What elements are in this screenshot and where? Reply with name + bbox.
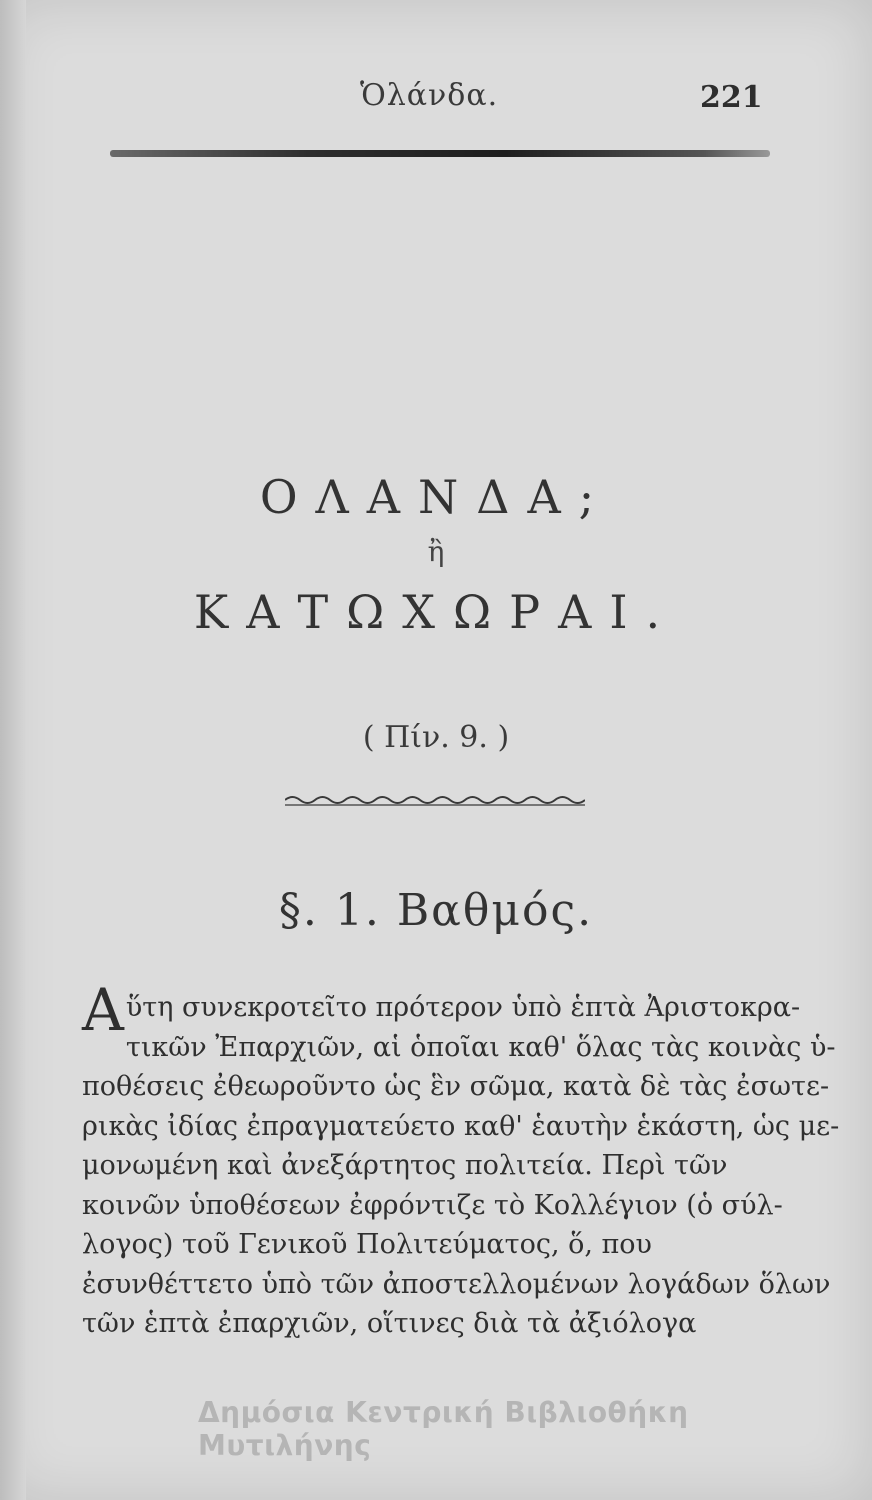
text-line: ρικὰς ἰδίας ἐπραγματεύετο καθ' ἑαυτὴν ἑκάστη, ὡς με- xyxy=(82,1110,840,1142)
page-number: 221 xyxy=(700,80,763,115)
text-line: τικῶν Ἐπαρχιῶν, αἱ ὁποῖαι καθ' ὅλας τὰς κοινὰς ὑ- xyxy=(125,1031,836,1063)
header-rule xyxy=(110,150,770,157)
table-reference: ( Πίν. 9. ) xyxy=(362,720,510,755)
running-head: Ὁλάνδα. xyxy=(360,78,499,113)
title-line-2: ΚΑΤΩΧΩΡΑΙ. xyxy=(193,585,679,639)
title-conjunction: ἢ xyxy=(427,535,445,568)
text-line: τῶν ἑπτὰ ἐπαρχιῶν, οἵτινες διὰ τὰ ἀξιόλογα xyxy=(82,1308,697,1339)
body-paragraph xyxy=(82,976,840,1344)
text-line: λογος) τοῦ Γενικοῦ Πολιτεύματος, ὅ, που xyxy=(82,1229,652,1260)
section-heading: §. 1. Βαθμός. xyxy=(278,885,594,936)
text-line: ποθέσεις ἐθεωροῦντο ὡς ἓν σῶμα, κατὰ δὲ τὰς ἐσωτε- xyxy=(82,1071,830,1102)
ornamental-rule xyxy=(285,793,585,807)
text-line: ἐσυνθέττετο ὑπὸ τῶν ἀποστελλομένων λογάδων ὅλων xyxy=(82,1268,831,1300)
text-line: μονωμένη καὶ ἀνεξάρτητος πολιτεία. Περὶ τῶν xyxy=(82,1150,728,1181)
library-watermark: Δημόσια Κεντρική Βιβλιοθήκη Μυτιλήνης xyxy=(198,1396,689,1462)
text-line: ὕτη συνεκροτεῖτο πρότερον ὑπὸ ἑπτὰ Ἀριστοκρα- xyxy=(125,992,801,1023)
drop-cap: Α xyxy=(82,976,124,1044)
text-line: κοινῶν ὑποθέσεων ἐφρόντιζε τὸ Κολλέγιον (ὁ σύλ- xyxy=(82,1189,783,1221)
title-line-1: ΟΛΑΝΔΑ; xyxy=(259,470,613,524)
